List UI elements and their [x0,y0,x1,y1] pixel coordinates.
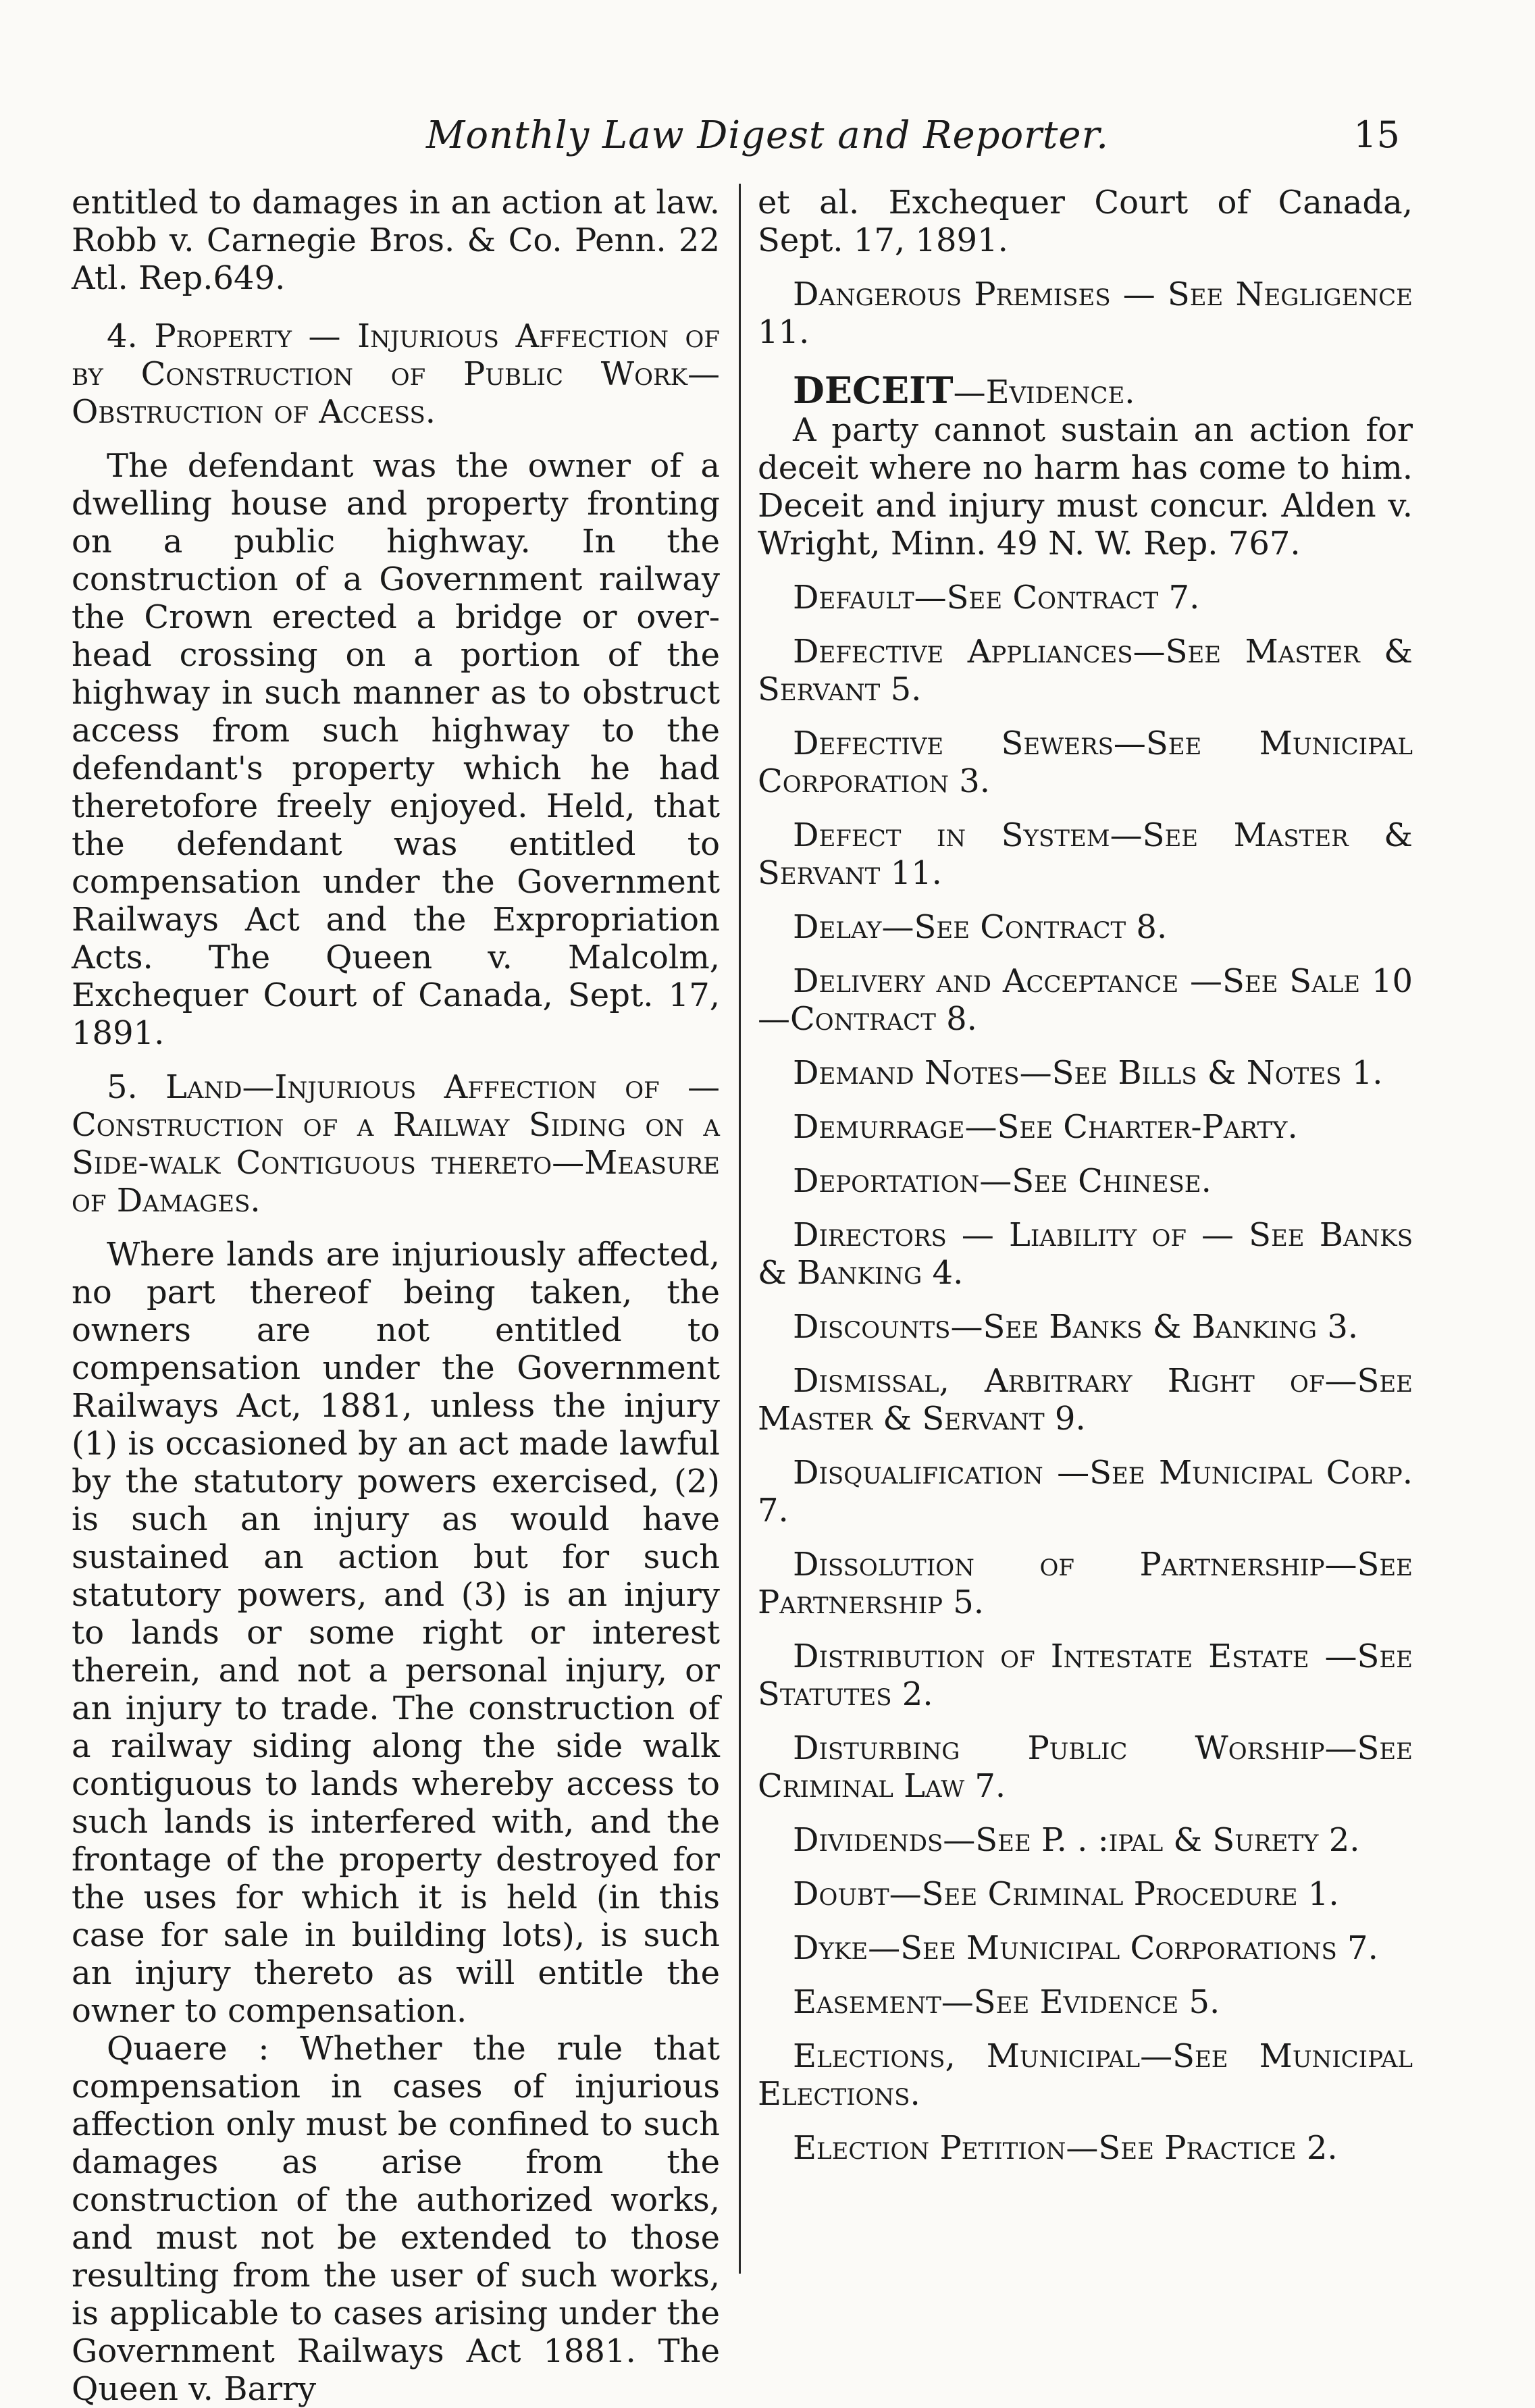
heading-item-4: 4. Property — Injurious Affection of by Construction of Public Work—Obstruction of Access. [72,317,720,431]
index-entry: Easement—See Evidence 5. [793,1983,1220,2021]
heading-item-5: 5. Land—Injurious Affection of —Construction of a Railway Siding on a Side-walk Contiguous thereto—Measure of Damages. [72,1068,720,1220]
index-entry: Dividends—See P. . :ipal & Surety 2. [793,1821,1360,1859]
index-entry: Deportation—See Chinese. [793,1162,1212,1200]
index-entry: Defect in System—See Master & Servant 11. [758,816,1413,892]
paragraph-intro: entitled to damages in an action at law. Robb v. Carnegie Bros. & Co. Penn. 22 Atl. Rep.649. [72,184,720,297]
index-entry-dangerous-premises: Dangerous Premises — See Negligence 11. [758,276,1413,351]
deceit-heading [758,371,1413,411]
index-entry: Elections, Municipal—See Municipal Elections. [758,2037,1413,2113]
deceit-title: DECEIT [793,369,954,412]
right-column [758,184,1413,2167]
index-entry: Delay—See Contract 8. [793,908,1168,946]
page-number: 15 [1353,113,1400,156]
index-entry: Directors — Liability of — See Banks & Banking 4. [758,1216,1413,1292]
index-entry: Defective Sewers—See Municipal Corporation 3. [758,725,1413,800]
index-entry: Defective Appliances—See Master & Servant 5. [758,633,1413,708]
index-entry: Demand Notes—See Bills & Notes 1. [793,1054,1383,1092]
page-title: Monthly Law Digest and Reporter. [426,113,1109,157]
paragraph-quaere: Quaere : Whether the rule that compensation in cases of injurious affection only must be confined to such damages as arise from the construction of the authorized works, and must not be extended to those resulting from the user of such works, is applicable to cases arising under the Government Railways Act 1881. The Queen v. Barry [72,2030,720,2408]
index-entry: Election Petition—See Practice 2. [793,2129,1338,2167]
index-entry: Disqualification —See Municipal Corp. 7. [758,1454,1413,1529]
index-entry: Demurrage—See Charter-Party. [793,1108,1298,1146]
left-column [72,184,720,2408]
index-entry: Discounts—See Banks & Banking 3. [793,1308,1359,1346]
index-entry: Disturbing Public Worship—See Criminal Law 7. [758,1729,1413,1805]
paragraph-item-4: The defendant was the owner of a dwelling house and property fronting on a public highway. In the construction of a Government railway the Crown erected a bridge or over-head crossing on a portion of the highway in such manner as to obstruct access from such highway to the defendant's property which he had theretofore freely enjoyed. Held, that the defendant was entitled to compensation under the Government Railways Act and the Expropriation Acts. The Queen v. Malcolm, Exchequer Court of Canada, Sept. 17, 1891. [72,447,720,1052]
column-divider [739,184,741,2274]
running-header [0,113,1535,167]
index-entry: Distribution of Intestate Estate —See Statutes 2. [758,1638,1413,1713]
index-entry: Delivery and Acceptance —See Sale 10—Contract 8. [758,962,1413,1038]
index-entry: Doubt—See Criminal Procedure 1. [793,1875,1339,1913]
index-entry: Dyke—See Municipal Corporations 7. [793,1929,1378,1967]
index-entry: Dismissal, Arbitrary Right of—See Master & Servant 9. [758,1362,1413,1438]
deceit-subtitle: —Evidence. [953,373,1135,411]
deceit-body: A party cannot sustain an action for deceit where no harm has come to him. Deceit and injury must concur. Alden v. Wright, Minn. 49 N. W. Rep. 767. [758,411,1413,562]
paragraph-item-5: Where lands are injuriously affected, no part thereof being taken, the owners are not entitled to compensation under the Government Railways Act, 1881, unless the injury (1) is occasioned by an act made lawful by the statutory powers exercised, (2) is such an injury as would have sustained an action but for such statutory powers, and (3) is an injury to lands or some right or interest therein, and not a personal injury, or an injury to trade. The construction of a railway siding along the side walk contiguous to lands whereby access to such lands is interfered with, and the frontage of the property destroyed for the uses for which it is held (in this case for sale in building lots), is such an injury thereto as will entitle the owner to compensation. [72,1236,720,2030]
paragraph-continued: et al. Exchequer Court of Canada, Sept. 17, 1891. [758,184,1413,259]
index-entry: Default—See Contract 7. [793,579,1200,617]
index-entries [758,579,1413,2167]
index-entry: Dissolution of Partnership—See Partnership 5. [758,1546,1413,1621]
